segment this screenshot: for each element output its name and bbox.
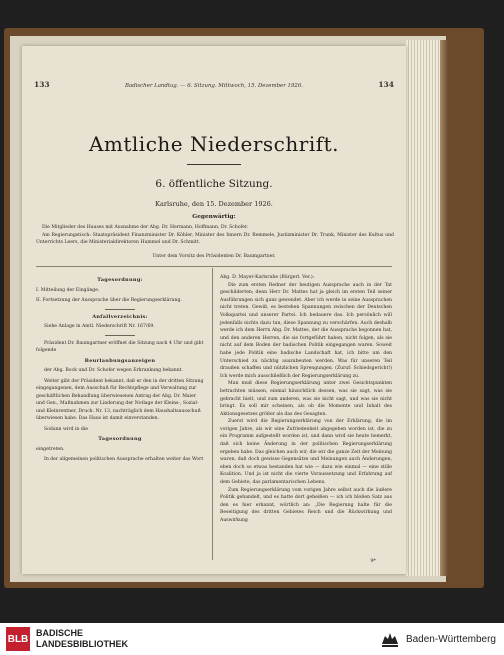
blb-logo: BLB xyxy=(6,627,30,651)
present-members: Die Mitglieder des Hauses mit Ausnahme der Abg. Dr. Hermann, Hoffmann, Dr. Schofer. xyxy=(42,225,249,230)
document-page xyxy=(22,46,406,574)
present-label: Gegenwärtig: xyxy=(192,214,236,220)
inserts-heading: Anfallverzeichnis: xyxy=(92,313,148,320)
lion-crest-icon xyxy=(380,630,400,648)
leave-heading: Beurlaubungsanzeigen xyxy=(84,357,156,364)
footer-bar xyxy=(0,623,504,655)
blb-name xyxy=(36,628,128,650)
present-government: Am Regierungstisch: Staatspräsident Finanzminister Dr. Köhler, Minister des Innern Dr. Remmele, Justizminister Dr. Trunk, Minister des Kultus und Unterrichts Leers, die Ministerialdirektoren Hummel und Dr. Schmitt. xyxy=(36,232,394,245)
agenda2-heading: Tagesordnung xyxy=(98,436,142,442)
agenda-item: I. Mitteilung der Eingänge. xyxy=(36,287,100,293)
signature-mark: 9* xyxy=(370,558,376,564)
header-rule xyxy=(36,266,392,267)
leave-text: der Abg. Bock und Dr. Schofer wegen Erkrankung bekannt. xyxy=(44,368,183,373)
right-page-number: 134 xyxy=(378,80,394,89)
right-column xyxy=(220,274,392,525)
left-page-number: 133 xyxy=(34,80,50,89)
opening-text: Präsident Dr. Baumgartner eröffnet die Sitzung nach 4 Uhr und gibt folgende xyxy=(36,340,204,353)
running-head xyxy=(34,80,394,89)
paragraph: Zuerst wird die Regierungserklärung von der Erklärung, die im vorigen Jahre, als wir eine Zufriedenheit abgegeben worden ist, die zu ein Programm aufgestellt worden ist, und dann wird sie heute bemerkt, daß sich keine Änderung in der politischen Regierungserklärung ergeben habe. Das gleichen auch wir, die wir die ganze Zeit der Meinung waren, daß doch gewisse Gegensätze und Meinungen auch Änderungen, eben doch so etwas bestanden hat wie — dazu wie einmal — eine stille Koalition. Und ja ist nicht die vierte Voraussetzung und Erfahrung auf dem Gebiete, das parlamentarischen Lebens. xyxy=(220,419,392,486)
blb-line1: BADISCHE xyxy=(36,628,84,638)
paragraph: Die zum ersten Redner der heutigen Aussprache auch in der Tat geschilderten; denn Herr Dr. Mattes hat ja gleich im ersten Teil seiner Ausführungen sich ganz gewendet. Aber ich werde in seine Aussprachen nicht treten. Gewiß, es bestehen Spannungen zwischen der Deutschen Volkspartei und unserer Partei. Ich bedauere das. Ich persönlich will jedenfalls nichts dazu tun, diese Spannung zu verschärfen. Auch deshalb werde ich dem Herrn Abg. Dr. Mattes, der die Aussprache begonnen hat, und den anderen Herren, die sie fortgeführt haben, nicht folgen, als sie nicht auf dem Boden der badischen Politik eingegangen waren. Soweit habe jede Politik eine badische Landschaft hat, ich bitte um den Unterschied zu nächtig auszubeuten werden. Was für unseren Teil draußen schaffen und nützlichen Sprengungen. (Zuruf: Schiedsgericht!) Ich werde mich ausschließlich der Regierungserklärung zu. xyxy=(220,282,392,379)
agenda-item: II. Fortsetzung der Aussprache über die Regierungserklärung. xyxy=(36,298,182,303)
continue-text: Sodann wird in die xyxy=(44,426,88,432)
debate-text: In der allgemeinen politischen Aussprache erhalten weiter das Wort xyxy=(44,457,204,462)
blb-branding[interactable] xyxy=(6,627,128,651)
title-rule xyxy=(187,164,241,165)
present-text xyxy=(36,224,394,247)
present-chair: Unter dem Vorsitz des Präsidenten Dr. Baumgartner. xyxy=(152,254,276,259)
bw-name: Baden-Württemberg xyxy=(405,633,496,645)
running-head-title: Badischer Landtag. — 6. Sitzung. Mittwoch, 15. Dezember 1926. xyxy=(125,83,303,89)
left-column xyxy=(36,274,204,467)
speaker-line: Abg. D. Mayer-Karlsruhe (Bürgerl. Ver.): xyxy=(220,275,315,280)
main-title: Amtliche Niederschrift. xyxy=(88,132,340,156)
agenda2-text: eingetreten. xyxy=(36,446,65,452)
paragraph: Zum Regierungserklärung vom vorigen Jahre selbst auch die äußere Politik gehandelt, und es hatte dort geheißen — ich ich bloßen Satz aus den es hier erkannt, wörtlich an: „Die Regierung halte für die Beseitigung des dritten Gebietes Reich und die Rückwirkung und Auswirkung xyxy=(220,487,392,523)
page-edges xyxy=(406,40,442,576)
divider xyxy=(105,309,135,310)
divider xyxy=(105,335,135,336)
agenda-heading: Tagesordnung: xyxy=(97,277,143,283)
inserts-text: Siehe Anlage in Amtl. Niederschrift Nr. 167/69. xyxy=(44,324,155,329)
blb-line2: LANDESBIBLIOTHEK xyxy=(36,639,128,649)
spine-shadow xyxy=(440,40,448,576)
body-text: Weiter gibt der Präsident bekannt, daß er den in der dritten Sitzung eingegangenen, dem Ausschuß für Rechtspflege und Verwaltung zur geschäftlichen Behandlung überwiesenen Antrag der Abg. Dr. Maier und Gen., Maßnahmen zur Linderung der Notlage der Kleins-, Sozial- und Kleinrentner, Druck. Nr. 13, nachträglich dem Haushaltsausschuß überwiesen habe. Das Haus ist damit einverstanden. xyxy=(36,378,204,421)
column-divider xyxy=(212,268,213,560)
bw-branding[interactable] xyxy=(380,630,496,648)
date-line: Karlsruhe, den 15. Dezember 1926. xyxy=(155,200,273,208)
paragraph: Man muß diese Regierungserklärung unter zwei Gesichtspunkten betrachten müssen, einmal hinsichtlich dessen, was sie sagt, was sie gebracht hielt, und zum anderen, was sie nicht sagt, und was sie nicht bringt. Es soll mir scheinen, als ob die Momente und Inhalt des Aktionsgesetzes größer als das des Gesagten. xyxy=(220,381,392,417)
session-title: 6. öffentliche Sitzung. xyxy=(155,178,273,190)
